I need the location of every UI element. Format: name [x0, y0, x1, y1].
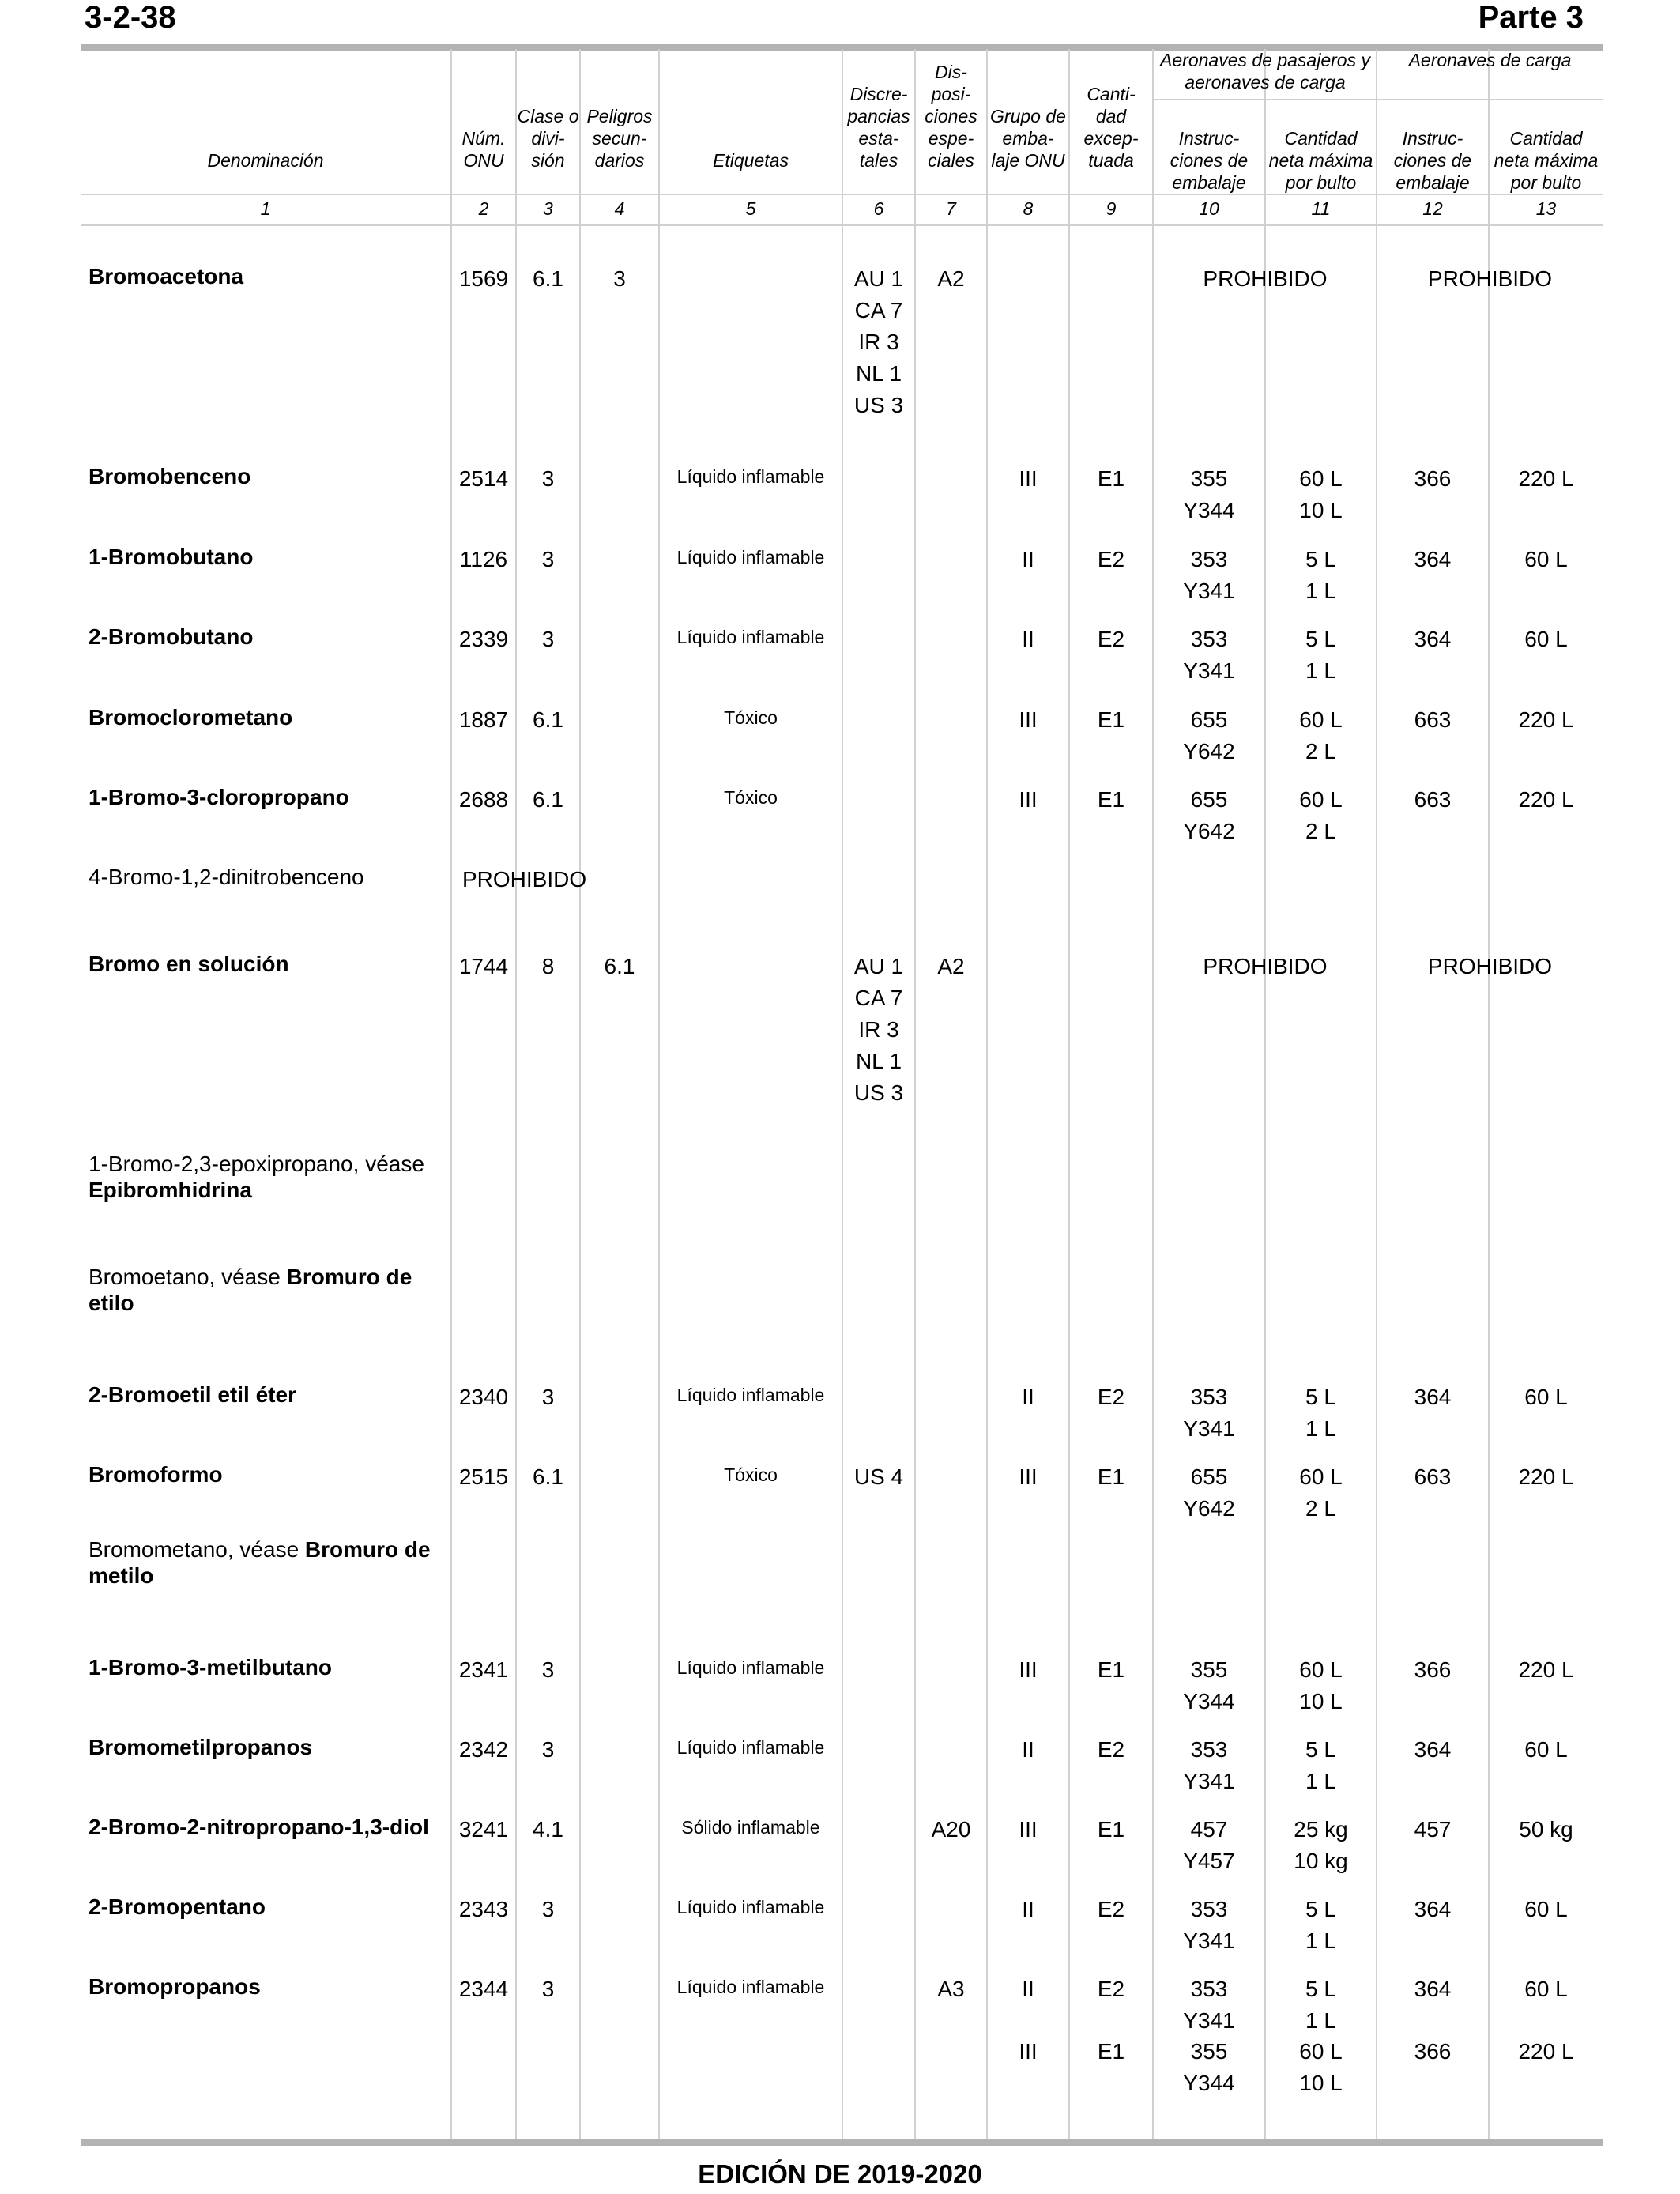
excepted-quantity: E2 — [1097, 1897, 1125, 1921]
pax-packing-instruction: 353 Y341 — [1183, 1385, 1235, 1441]
header-denominacion: Denominación — [207, 150, 324, 171]
pax-packing-instruction: 457 Y457 — [1183, 1817, 1235, 1873]
pax-max-quantity: 60 L 10 L — [1299, 2039, 1343, 2095]
cargo-packing-instruction: 364 — [1414, 1897, 1452, 1921]
entry-name: 1-Bromo-3-metilbutano — [89, 1655, 332, 1679]
header-peligros: Peligros secun- darios — [586, 106, 653, 171]
packing-group: III — [1019, 1817, 1038, 1842]
pax-max-quantity: 60 L 2 L — [1299, 707, 1343, 763]
header-cantidad-carga: Cantidad neta máxima por bulto — [1494, 128, 1599, 193]
hazard-label: Líquido inflamable — [676, 1385, 825, 1405]
cargo-max-quantity: 220 L — [1518, 707, 1574, 732]
entry-name: Bromoformo — [89, 1462, 223, 1487]
packing-group: II — [1022, 547, 1034, 571]
excepted-quantity: E1 — [1097, 1657, 1125, 1682]
pax-max-quantity: 25 kg 10 kg — [1294, 1817, 1348, 1873]
col-number: 4 — [614, 198, 625, 219]
entry-name: 2-Bromobutano — [89, 624, 254, 649]
pax-max-quantity: 60 L 10 L — [1299, 1657, 1343, 1713]
cargo-max-quantity: 220 L — [1518, 466, 1574, 491]
hazard-label: Líquido inflamable — [676, 1977, 825, 1997]
special-provision: A2 — [937, 954, 965, 978]
cargo-max-quantity: 220 L — [1518, 787, 1574, 812]
col-number: 6 — [873, 198, 884, 219]
hazard-label: Tóxico — [724, 787, 778, 808]
un-number: 1744 — [458, 954, 509, 978]
special-provision: A20 — [931, 1817, 971, 1842]
excepted-quantity: E1 — [1097, 787, 1125, 812]
header-instrucciones-carga: Instruc- ciones de embalaje — [1393, 128, 1472, 193]
excepted-quantity: E1 — [1097, 707, 1125, 732]
pax-max-quantity: 5 L 1 L — [1305, 627, 1336, 683]
packing-group: II — [1022, 1737, 1034, 1762]
packing-group: III — [1019, 2039, 1038, 2064]
un-number: 2344 — [458, 1977, 509, 2001]
col-number: 1 — [260, 198, 271, 219]
hazard-label: Líquido inflamable — [676, 466, 825, 487]
cargo-max-quantity: 60 L — [1524, 1897, 1568, 1921]
pax-max-quantity: 60 L 2 L — [1299, 787, 1343, 843]
pax-max-quantity: 5 L 1 L — [1305, 1385, 1336, 1441]
packing-group: III — [1019, 1465, 1038, 1489]
un-number: 1126 — [459, 547, 508, 571]
entry-name: 2-Bromo-2-nitropropano-1,3-diol — [89, 1815, 429, 1839]
class-division: 8 — [541, 954, 555, 978]
pax-forbidden: PROHIBIDO — [1203, 266, 1328, 291]
header-discrepancias: Discre- pancias esta- tales — [847, 84, 910, 171]
class-division: 6.1 — [533, 1465, 563, 1489]
pax-packing-instruction: 355 Y344 — [1183, 466, 1235, 522]
class-division: 3 — [541, 1657, 555, 1682]
header-disposiciones: Dis- posi- ciones espe- ciales — [925, 62, 977, 171]
class-division: 3 — [541, 1385, 555, 1409]
pax-packing-instruction: 655 Y642 — [1183, 1465, 1235, 1521]
header-etiquetas: Etiquetas — [713, 150, 789, 171]
header-cantidad-exceptuada: Canti- dad excep- tuada — [1083, 84, 1139, 171]
forbidden-status: PROHIBIDO — [462, 867, 587, 892]
state-variations: AU 1 CA 7 IR 3 NL 1 US 3 — [853, 954, 904, 1105]
cross-ref-target: Bromuro de metilo — [89, 1537, 431, 1588]
entry-name: Bromobenceno — [89, 464, 251, 488]
entry-name: 1-Bromo-3-cloropropano — [89, 785, 349, 809]
hazard-label: Tóxico — [724, 1465, 778, 1485]
un-number: 2340 — [458, 1385, 509, 1409]
state-variations: AU 1 CA 7 IR 3 NL 1 US 3 — [853, 266, 904, 417]
un-number: 1887 — [458, 707, 509, 732]
cargo-packing-instruction: 364 — [1414, 547, 1452, 571]
cargo-packing-instruction: 366 — [1414, 1657, 1452, 1682]
cross-reference — [89, 1536, 436, 1589]
cross-reference — [89, 1264, 436, 1316]
class-division: 3 — [541, 547, 555, 571]
header-group-pasajeros: Aeronaves de pasajeros y aeronaves de carga — [1160, 50, 1370, 92]
class-division: 6.1 — [533, 787, 563, 812]
un-number: 2343 — [458, 1897, 509, 1921]
secondary-hazard: 6.1 — [604, 954, 635, 978]
un-number: 2515 — [458, 1465, 509, 1489]
excepted-quantity: E1 — [1097, 466, 1125, 491]
entry-name: Bromoclorometano — [89, 705, 293, 729]
pax-max-quantity: 5 L 1 L — [1305, 1977, 1336, 2033]
cargo-packing-instruction: 457 — [1414, 1817, 1452, 1842]
special-provision: A2 — [937, 266, 965, 291]
header-group-carga: Aeronaves de carga — [1408, 50, 1572, 70]
header-grupo-embalaje: Grupo de emba- laje ONU — [990, 106, 1066, 171]
col-number: 2 — [478, 198, 489, 219]
hazard-label: Líquido inflamable — [676, 1657, 825, 1678]
col-number: 5 — [745, 198, 756, 219]
pax-packing-instruction: 353 Y341 — [1183, 1737, 1235, 1793]
class-division: 3 — [541, 627, 555, 651]
edition-footer: EDICIÓN DE 2019-2020 — [698, 2159, 982, 2188]
header-num-onu: Núm. ONU — [461, 128, 506, 171]
hazard-label: Líquido inflamable — [676, 547, 825, 567]
col-number: 13 — [1535, 198, 1557, 219]
packing-group: II — [1022, 1977, 1034, 2001]
header-instrucciones-pax: Instruc- ciones de embalaje — [1170, 128, 1249, 193]
packing-group: II — [1022, 1897, 1034, 1921]
hazard-label: Líquido inflamable — [676, 627, 825, 647]
cross-ref-target: Bromuro de etilo — [89, 1265, 412, 1315]
pax-packing-instruction: 355 Y344 — [1183, 1657, 1235, 1713]
cargo-max-quantity: 60 L — [1524, 627, 1568, 651]
col-number: 8 — [1023, 198, 1034, 219]
header-cantidad-pax: Cantidad neta máxima por bulto — [1268, 128, 1373, 193]
class-division: 3 — [541, 1977, 555, 2001]
pax-max-quantity: 5 L 1 L — [1305, 1897, 1336, 1953]
col-number: 7 — [946, 198, 956, 219]
cross-ref-text: 1-Bromo-2,3-epoxipropano, véase — [89, 1152, 424, 1176]
un-number: 2339 — [458, 627, 509, 651]
entry-name: 1-Bromobutano — [89, 545, 254, 569]
cargo-forbidden: PROHIBIDO — [1427, 954, 1553, 978]
group-divider — [1152, 99, 1603, 100]
packing-group: III — [1019, 1657, 1038, 1682]
excepted-quantity: E2 — [1097, 627, 1125, 651]
un-number: 2341 — [458, 1657, 509, 1682]
pax-forbidden: PROHIBIDO — [1203, 954, 1328, 978]
excepted-quantity: E2 — [1097, 1385, 1125, 1409]
excepted-quantity: E2 — [1097, 1977, 1125, 2001]
col-number: 9 — [1106, 198, 1117, 219]
class-division: 6.1 — [533, 707, 563, 732]
entry-name: 2-Bromoetil etil éter — [89, 1382, 296, 1407]
col-number: 11 — [1311, 198, 1331, 219]
cargo-packing-instruction: 364 — [1414, 627, 1452, 651]
pax-packing-instruction: 353 Y341 — [1183, 547, 1235, 603]
hazard-label: Líquido inflamable — [676, 1897, 825, 1917]
pax-max-quantity: 60 L 2 L — [1299, 1465, 1343, 1521]
col-number: 12 — [1422, 198, 1443, 219]
cargo-max-quantity: 60 L — [1524, 547, 1568, 571]
cargo-packing-instruction: 663 — [1414, 707, 1452, 732]
cargo-packing-instruction: 366 — [1414, 2039, 1452, 2064]
pax-packing-instruction: 655 Y642 — [1183, 787, 1235, 843]
col-number: 10 — [1199, 198, 1219, 219]
hazard-label: Sólido inflamable — [681, 1817, 820, 1838]
pax-packing-instruction: 353 Y341 — [1183, 627, 1235, 683]
packing-group: II — [1022, 1385, 1034, 1409]
cargo-max-quantity: 220 L — [1518, 1657, 1574, 1682]
pax-max-quantity: 5 L 1 L — [1305, 547, 1336, 603]
entry-name: 4-Bromo-1,2-dinitrobenceno — [89, 865, 364, 889]
cargo-max-quantity: 220 L — [1518, 1465, 1574, 1489]
header-divider — [81, 194, 1603, 195]
cargo-packing-instruction: 364 — [1414, 1737, 1452, 1762]
cargo-forbidden: PROHIBIDO — [1427, 266, 1553, 291]
un-number: 2688 — [458, 787, 509, 812]
class-division: 4.1 — [533, 1817, 563, 1842]
packing-group: II — [1022, 627, 1034, 651]
un-number: 2514 — [458, 466, 509, 491]
header-clase: Clase o divi- sión — [517, 106, 579, 171]
cargo-packing-instruction: 364 — [1414, 1385, 1452, 1409]
pax-packing-instruction: 353 Y341 — [1183, 1897, 1235, 1953]
secondary-hazard: 3 — [613, 266, 626, 291]
special-provision: A3 — [937, 1977, 965, 2001]
cargo-packing-instruction: 366 — [1414, 466, 1452, 491]
col-number: 3 — [543, 198, 553, 219]
class-division: 6.1 — [533, 266, 563, 291]
cargo-max-quantity: 60 L — [1524, 1737, 1568, 1762]
col-divider — [579, 49, 581, 2139]
cargo-max-quantity: 220 L — [1518, 2039, 1574, 2064]
class-division: 3 — [541, 1737, 555, 1762]
bottom-rule — [81, 2139, 1603, 2146]
part-label: Parte 3 — [1478, 0, 1584, 35]
cargo-max-quantity: 50 kg — [1519, 1817, 1573, 1842]
cargo-packing-instruction: 663 — [1414, 1465, 1452, 1489]
pax-packing-instruction: 355 Y344 — [1183, 2039, 1235, 2095]
excepted-quantity: E1 — [1097, 1465, 1125, 1489]
entry-name: Bromoacetona — [89, 264, 244, 288]
pax-packing-instruction: 655 Y642 — [1183, 707, 1235, 763]
cross-reference — [89, 1151, 436, 1203]
un-number: 2342 — [458, 1737, 509, 1762]
excepted-quantity: E2 — [1097, 547, 1125, 571]
class-division: 3 — [541, 466, 555, 491]
number-row-divider — [81, 224, 1603, 226]
entry-name: Bromometilpropanos — [89, 1735, 313, 1759]
entry-name: Bromo en solución — [89, 952, 289, 976]
cargo-packing-instruction: 663 — [1414, 787, 1452, 812]
hazard-label: Líquido inflamable — [676, 1737, 825, 1758]
page-number: 3-2-38 — [85, 0, 176, 35]
packing-group: III — [1019, 787, 1038, 812]
pax-max-quantity: 60 L 10 L — [1299, 466, 1343, 522]
state-variations: US 4 — [853, 1465, 904, 1489]
class-division: 3 — [541, 1897, 555, 1921]
cross-ref-text: Bromometano, véase — [89, 1537, 299, 1562]
excepted-quantity: E2 — [1097, 1737, 1125, 1762]
un-number: 3241 — [458, 1817, 509, 1842]
cross-ref-text: Bromoetano, véase — [89, 1265, 281, 1289]
entry-name: Bromopropanos — [89, 1974, 261, 1999]
cargo-packing-instruction: 364 — [1414, 1977, 1452, 2001]
packing-group: III — [1019, 466, 1038, 491]
cargo-max-quantity: 60 L — [1524, 1977, 1568, 2001]
un-number: 1569 — [458, 266, 509, 291]
pax-packing-instruction: 353 Y341 — [1183, 1977, 1235, 2033]
entry-name: 2-Bromopentano — [89, 1894, 266, 1919]
cargo-max-quantity: 60 L — [1524, 1385, 1568, 1409]
pax-max-quantity: 5 L 1 L — [1305, 1737, 1336, 1793]
excepted-quantity: E1 — [1097, 1817, 1125, 1842]
packing-group: III — [1019, 707, 1038, 732]
cross-ref-target: Epibromhidrina — [89, 1178, 252, 1202]
hazard-label: Tóxico — [724, 707, 778, 728]
excepted-quantity: E1 — [1097, 2039, 1125, 2064]
